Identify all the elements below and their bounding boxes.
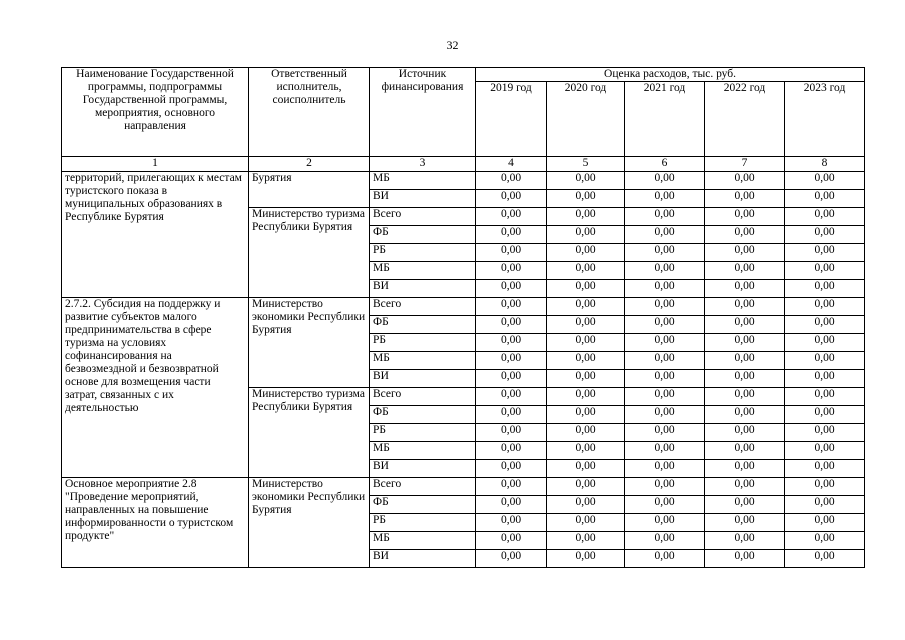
expense-value-cell: 0,00 bbox=[625, 514, 705, 532]
expense-value-cell: 0,00 bbox=[547, 172, 625, 190]
funding-source-cell: ВИ bbox=[370, 370, 476, 388]
expense-value-cell: 0,00 bbox=[625, 388, 705, 406]
expense-value-cell: 0,00 bbox=[785, 460, 865, 478]
expense-value-cell: 0,00 bbox=[625, 334, 705, 352]
expense-value-cell: 0,00 bbox=[547, 208, 625, 226]
column-number: 6 bbox=[625, 157, 705, 172]
expenses-table bbox=[61, 67, 865, 568]
funding-source-cell: МБ bbox=[370, 352, 476, 370]
expense-value-cell: 0,00 bbox=[705, 262, 785, 280]
expense-value-cell: 0,00 bbox=[476, 388, 547, 406]
expense-value-cell: 0,00 bbox=[476, 406, 547, 424]
expense-value-cell: 0,00 bbox=[476, 316, 547, 334]
funding-source-cell: ФБ bbox=[370, 406, 476, 424]
expense-value-cell: 0,00 bbox=[476, 478, 547, 496]
funding-source-cell: МБ bbox=[370, 172, 476, 190]
expense-value-cell: 0,00 bbox=[705, 442, 785, 460]
funding-source-cell: МБ bbox=[370, 442, 476, 460]
expense-value-cell: 0,00 bbox=[625, 190, 705, 208]
expense-value-cell: 0,00 bbox=[547, 262, 625, 280]
expense-value-cell: 0,00 bbox=[476, 532, 547, 550]
responsible-cell: Министерство туризма Республики Бурятия bbox=[249, 208, 370, 298]
column-number: 2 bbox=[249, 157, 370, 172]
column-number: 5 bbox=[547, 157, 625, 172]
expense-value-cell: 0,00 bbox=[705, 514, 785, 532]
expense-value-cell: 0,00 bbox=[547, 514, 625, 532]
measure-name-cell: территорий, прилегающих к местам туристского показа в муниципальных образованиях в Республике Бурятия bbox=[62, 172, 249, 298]
header-source: Источник финансирования bbox=[370, 68, 476, 157]
funding-source-cell: МБ bbox=[370, 262, 476, 280]
expense-value-cell: 0,00 bbox=[785, 280, 865, 298]
expense-value-cell: 0,00 bbox=[705, 460, 785, 478]
expense-value-cell: 0,00 bbox=[785, 172, 865, 190]
expense-value-cell: 0,00 bbox=[705, 496, 785, 514]
expense-value-cell: 0,00 bbox=[625, 226, 705, 244]
expense-value-cell: 0,00 bbox=[625, 244, 705, 262]
expense-value-cell: 0,00 bbox=[476, 550, 547, 568]
expense-value-cell: 0,00 bbox=[625, 442, 705, 460]
expense-value-cell: 0,00 bbox=[476, 298, 547, 316]
expense-value-cell: 0,00 bbox=[785, 190, 865, 208]
column-number: 7 bbox=[705, 157, 785, 172]
column-number: 8 bbox=[785, 157, 865, 172]
expense-value-cell: 0,00 bbox=[547, 190, 625, 208]
expense-value-cell: 0,00 bbox=[547, 280, 625, 298]
expense-value-cell: 0,00 bbox=[785, 334, 865, 352]
expense-value-cell: 0,00 bbox=[476, 334, 547, 352]
column-number-row bbox=[62, 157, 865, 172]
header-name: Наименование Государственной программы, подпрограммы Государственной программы, мероприятия, основного направления bbox=[62, 68, 249, 157]
expense-value-cell: 0,00 bbox=[547, 442, 625, 460]
expense-value-cell: 0,00 bbox=[476, 244, 547, 262]
funding-source-cell: Всего bbox=[370, 208, 476, 226]
expense-value-cell: 0,00 bbox=[625, 352, 705, 370]
expense-value-cell: 0,00 bbox=[625, 532, 705, 550]
expense-value-cell: 0,00 bbox=[476, 496, 547, 514]
expense-value-cell: 0,00 bbox=[705, 316, 785, 334]
expense-value-cell: 0,00 bbox=[625, 280, 705, 298]
expense-value-cell: 0,00 bbox=[547, 388, 625, 406]
expense-value-cell: 0,00 bbox=[705, 424, 785, 442]
funding-source-cell: ВИ bbox=[370, 190, 476, 208]
expense-value-cell: 0,00 bbox=[547, 316, 625, 334]
funding-source-cell: МБ bbox=[370, 532, 476, 550]
expense-value-cell: 0,00 bbox=[476, 352, 547, 370]
expense-value-cell: 0,00 bbox=[785, 514, 865, 532]
expense-value-cell: 0,00 bbox=[476, 208, 547, 226]
column-number: 3 bbox=[370, 157, 476, 172]
funding-source-cell: РБ bbox=[370, 244, 476, 262]
header-year: 2020 год bbox=[547, 82, 625, 157]
funding-source-cell: Всего bbox=[370, 298, 476, 316]
expense-value-cell: 0,00 bbox=[547, 406, 625, 424]
expense-value-cell: 0,00 bbox=[705, 370, 785, 388]
expense-value-cell: 0,00 bbox=[785, 388, 865, 406]
expense-value-cell: 0,00 bbox=[785, 442, 865, 460]
expense-value-cell: 0,00 bbox=[785, 226, 865, 244]
table-row bbox=[62, 298, 865, 316]
expense-value-cell: 0,00 bbox=[785, 262, 865, 280]
funding-source-cell: РБ bbox=[370, 334, 476, 352]
header-year: 2022 год bbox=[705, 82, 785, 157]
expense-value-cell: 0,00 bbox=[476, 280, 547, 298]
header-year: 2019 год bbox=[476, 82, 547, 157]
page-number: 32 bbox=[446, 38, 459, 52]
column-number: 1 bbox=[62, 157, 249, 172]
header-year: 2021 год bbox=[625, 82, 705, 157]
expense-value-cell: 0,00 bbox=[476, 190, 547, 208]
funding-source-cell: РБ bbox=[370, 424, 476, 442]
expense-value-cell: 0,00 bbox=[625, 478, 705, 496]
table-body bbox=[62, 172, 865, 568]
expense-value-cell: 0,00 bbox=[476, 424, 547, 442]
expense-value-cell: 0,00 bbox=[705, 280, 785, 298]
expense-value-cell: 0,00 bbox=[625, 370, 705, 388]
expense-value-cell: 0,00 bbox=[705, 190, 785, 208]
expense-value-cell: 0,00 bbox=[625, 550, 705, 568]
expense-value-cell: 0,00 bbox=[547, 244, 625, 262]
expense-value-cell: 0,00 bbox=[705, 226, 785, 244]
funding-source-cell: ВИ bbox=[370, 280, 476, 298]
expense-value-cell: 0,00 bbox=[547, 298, 625, 316]
expense-value-cell: 0,00 bbox=[547, 550, 625, 568]
expense-value-cell: 0,00 bbox=[785, 406, 865, 424]
expense-value-cell: 0,00 bbox=[785, 370, 865, 388]
expense-value-cell: 0,00 bbox=[705, 532, 785, 550]
expense-value-cell: 0,00 bbox=[705, 388, 785, 406]
expense-value-cell: 0,00 bbox=[476, 226, 547, 244]
expense-value-cell: 0,00 bbox=[785, 352, 865, 370]
funding-source-cell: Всего bbox=[370, 388, 476, 406]
expense-value-cell: 0,00 bbox=[547, 478, 625, 496]
funding-source-cell: ФБ bbox=[370, 226, 476, 244]
expense-value-cell: 0,00 bbox=[476, 172, 547, 190]
expense-value-cell: 0,00 bbox=[625, 316, 705, 334]
expense-value-cell: 0,00 bbox=[625, 496, 705, 514]
header-responsible: Ответственный исполнитель, соисполнитель bbox=[249, 68, 370, 157]
expense-value-cell: 0,00 bbox=[785, 208, 865, 226]
table-row bbox=[62, 478, 865, 496]
expense-value-cell: 0,00 bbox=[705, 352, 785, 370]
expense-value-cell: 0,00 bbox=[785, 298, 865, 316]
expense-value-cell: 0,00 bbox=[705, 172, 785, 190]
measure-name-cell: 2.7.2. Субсидия на поддержку и развитие субъектов малого предпринимательства в сфере туризма на условиях софинансирования на безвозмездной и безвозвратной основе для возмещения части затрат, связанных с их деятельностью bbox=[62, 298, 249, 478]
expense-value-cell: 0,00 bbox=[476, 460, 547, 478]
expense-value-cell: 0,00 bbox=[625, 460, 705, 478]
responsible-cell: Бурятия bbox=[249, 172, 370, 208]
funding-source-cell: ВИ bbox=[370, 550, 476, 568]
expense-value-cell: 0,00 bbox=[476, 514, 547, 532]
expense-value-cell: 0,00 bbox=[547, 334, 625, 352]
expense-value-cell: 0,00 bbox=[625, 424, 705, 442]
funding-source-cell: ФБ bbox=[370, 496, 476, 514]
expense-value-cell: 0,00 bbox=[785, 316, 865, 334]
expense-value-cell: 0,00 bbox=[785, 478, 865, 496]
funding-source-cell: ФБ bbox=[370, 316, 476, 334]
expense-value-cell: 0,00 bbox=[476, 370, 547, 388]
measure-name-cell: Основное мероприятие 2.8 "Проведение мероприятий, направленных на повышение информированности о туристском продукте" bbox=[62, 478, 249, 568]
expense-value-cell: 0,00 bbox=[625, 262, 705, 280]
responsible-cell: Министерство экономики Республики Бурятия bbox=[249, 298, 370, 388]
expense-value-cell: 0,00 bbox=[705, 334, 785, 352]
responsible-cell: Министерство экономики Республики Бурятия bbox=[249, 478, 370, 568]
expense-value-cell: 0,00 bbox=[705, 478, 785, 496]
expense-value-cell: 0,00 bbox=[785, 244, 865, 262]
expense-value-cell: 0,00 bbox=[476, 442, 547, 460]
expense-value-cell: 0,00 bbox=[705, 550, 785, 568]
expense-value-cell: 0,00 bbox=[785, 532, 865, 550]
expense-value-cell: 0,00 bbox=[785, 550, 865, 568]
expense-value-cell: 0,00 bbox=[547, 352, 625, 370]
expense-value-cell: 0,00 bbox=[785, 424, 865, 442]
expense-value-cell: 0,00 bbox=[547, 496, 625, 514]
expense-value-cell: 0,00 bbox=[625, 172, 705, 190]
expense-value-cell: 0,00 bbox=[705, 298, 785, 316]
expense-value-cell: 0,00 bbox=[547, 424, 625, 442]
expense-value-cell: 0,00 bbox=[705, 244, 785, 262]
expense-value-cell: 0,00 bbox=[547, 532, 625, 550]
expense-value-cell: 0,00 bbox=[705, 406, 785, 424]
expense-value-cell: 0,00 bbox=[547, 226, 625, 244]
expense-value-cell: 0,00 bbox=[705, 208, 785, 226]
expense-value-cell: 0,00 bbox=[785, 496, 865, 514]
expense-value-cell: 0,00 bbox=[547, 370, 625, 388]
expense-value-cell: 0,00 bbox=[625, 298, 705, 316]
column-number: 4 bbox=[476, 157, 547, 172]
header-expenses: Оценка расходов, тыс. руб. bbox=[476, 68, 865, 82]
responsible-cell: Министерство туризма Республики Бурятия bbox=[249, 388, 370, 478]
expense-value-cell: 0,00 bbox=[547, 460, 625, 478]
table-row bbox=[62, 172, 865, 190]
funding-source-cell: ВИ bbox=[370, 460, 476, 478]
expense-value-cell: 0,00 bbox=[625, 208, 705, 226]
expense-value-cell: 0,00 bbox=[625, 406, 705, 424]
expense-value-cell: 0,00 bbox=[476, 262, 547, 280]
header-year: 2023 год bbox=[785, 82, 865, 157]
funding-source-cell: Всего bbox=[370, 478, 476, 496]
funding-source-cell: РБ bbox=[370, 514, 476, 532]
